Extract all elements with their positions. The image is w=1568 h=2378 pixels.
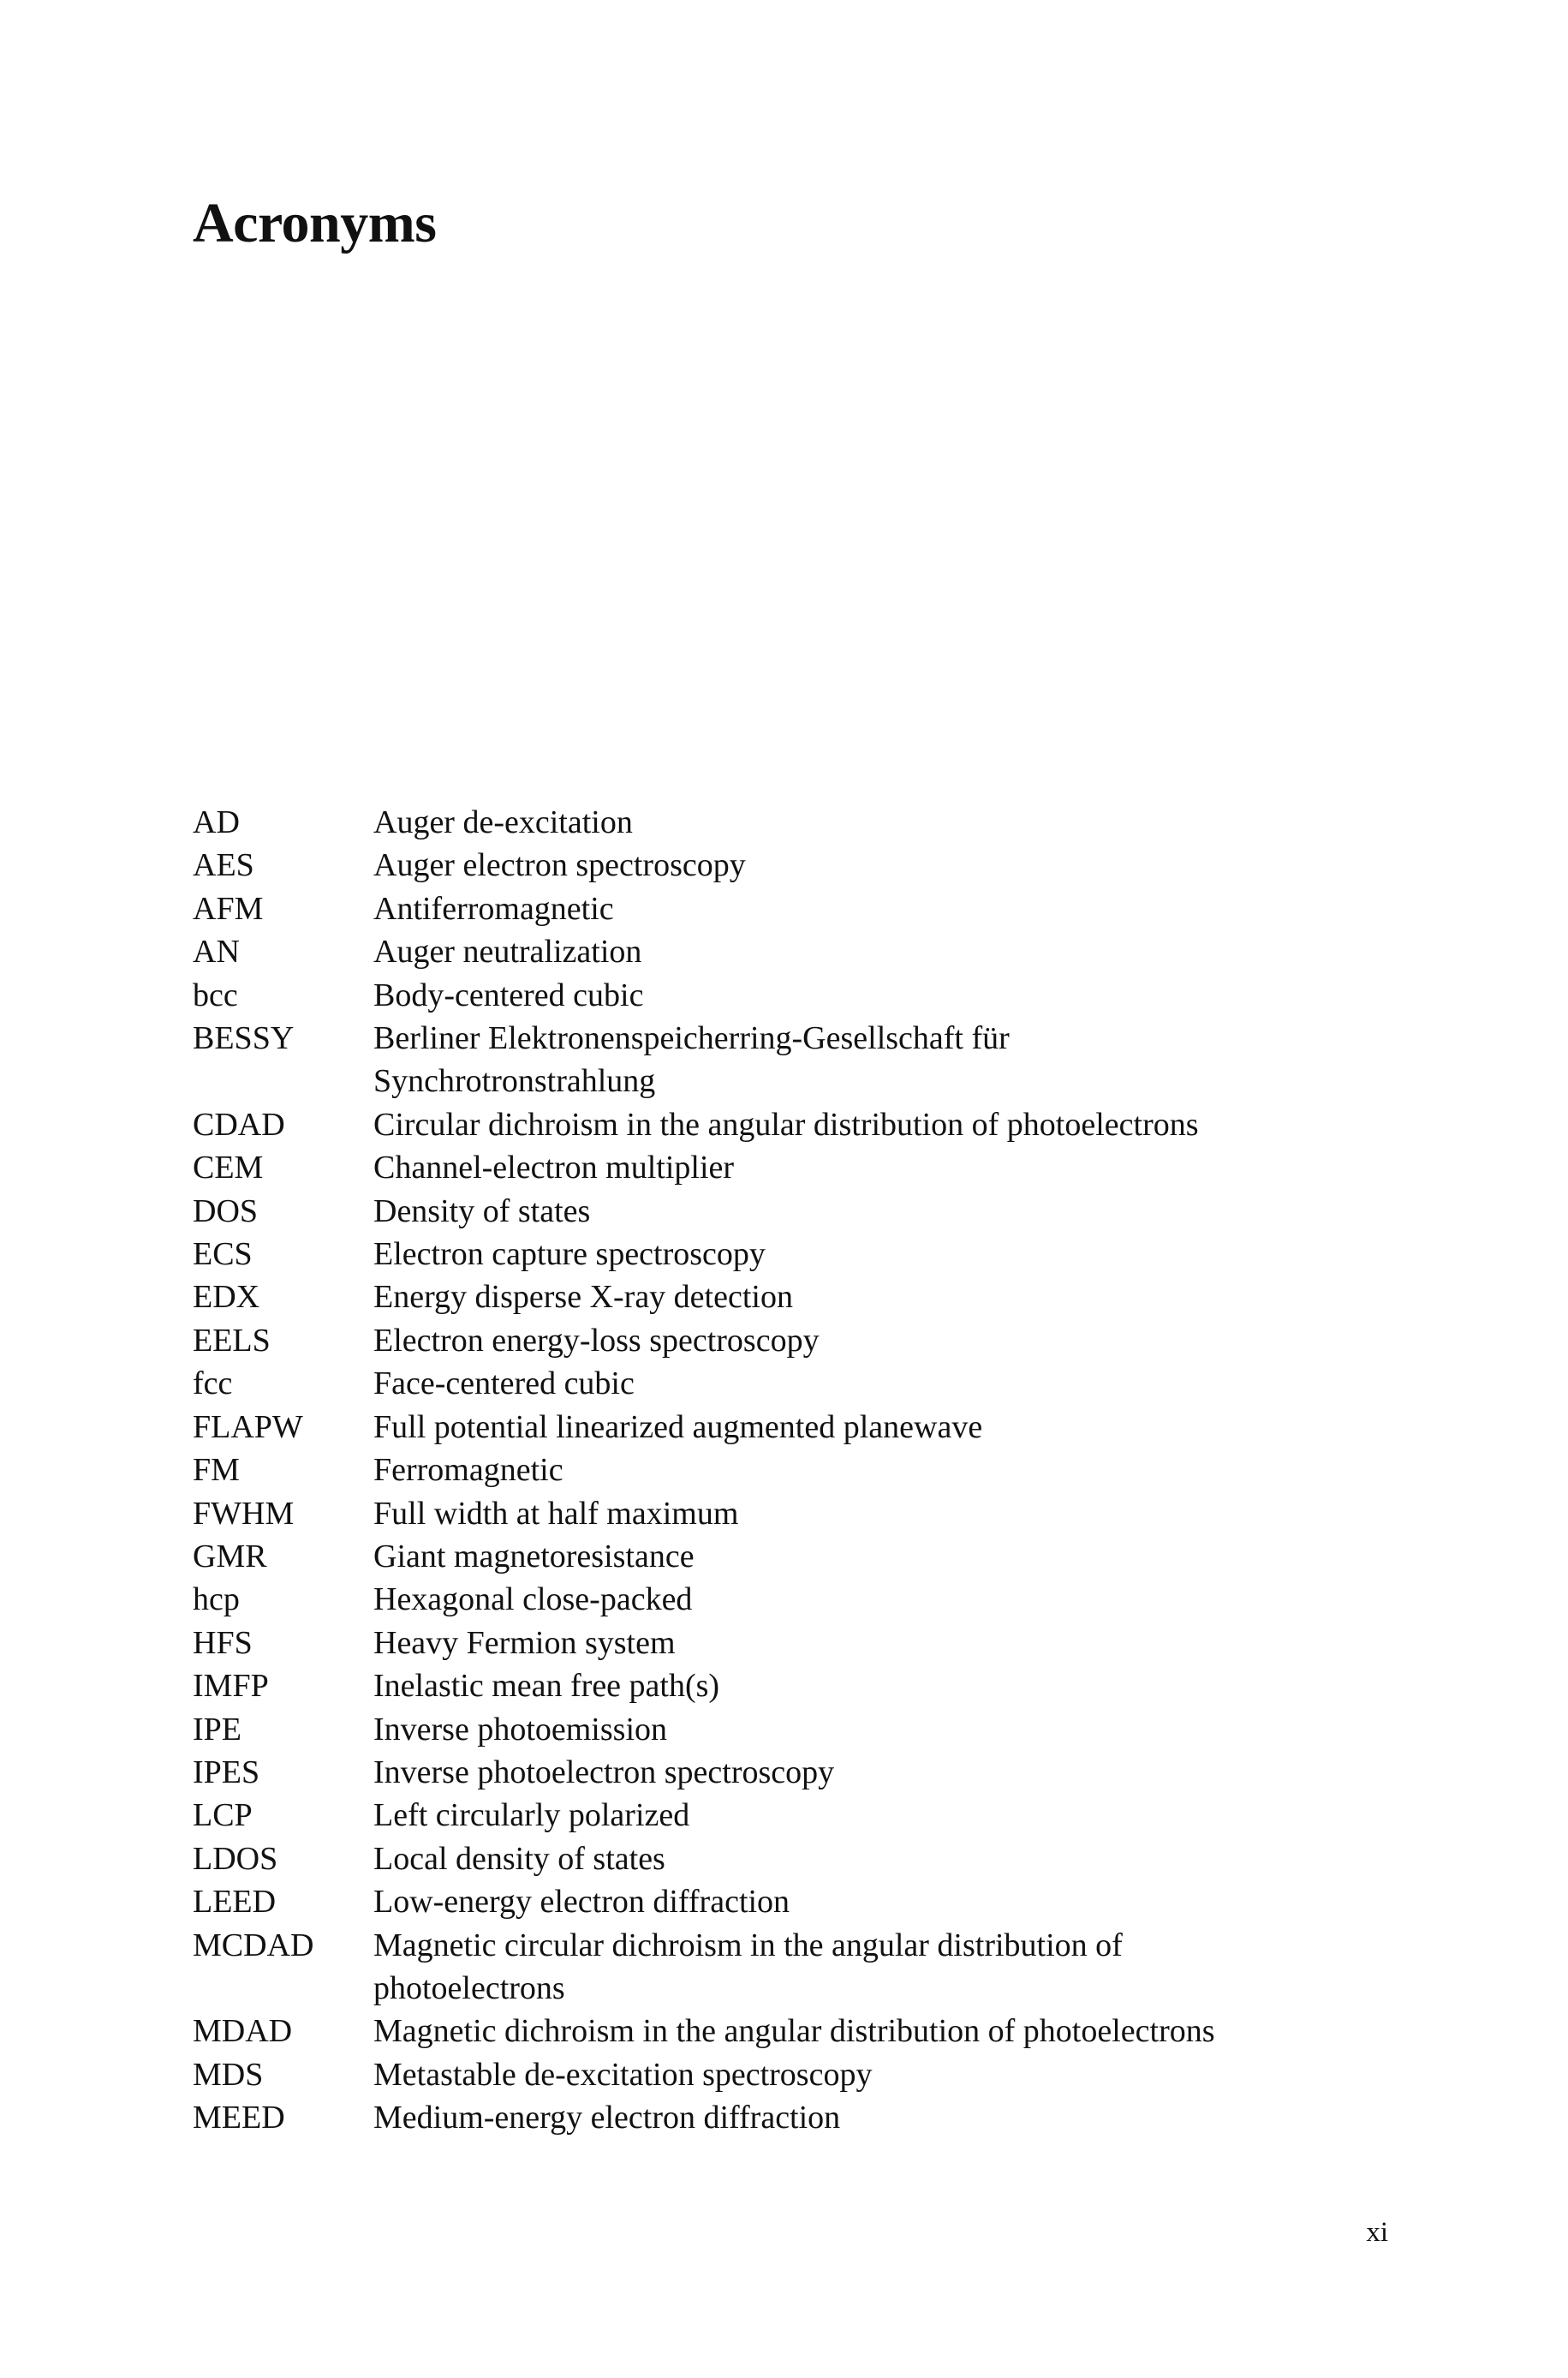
acronym-entry xyxy=(193,1751,1392,1794)
acronym-entry xyxy=(193,1406,1392,1449)
acronym-definition-line: Auger de-excitation xyxy=(373,804,633,840)
acronym-definition-line: Inelastic mean free path(s) xyxy=(373,1668,720,1705)
acronym-entry xyxy=(193,2053,1392,2096)
acronym-definition-line: Ferromagnetic xyxy=(373,1452,563,1489)
acronym-definition xyxy=(373,1535,1358,1578)
acronym-definition xyxy=(373,1751,1358,1794)
page-title: Acronyms xyxy=(193,192,437,254)
acronym-abbreviation: IMFP xyxy=(193,1668,269,1705)
acronym-entry xyxy=(193,887,1392,930)
acronym-definition xyxy=(373,1146,1358,1189)
acronym-abbreviation: AES xyxy=(193,847,254,884)
acronym-definition-line: Face-centered cubic xyxy=(373,1365,635,1402)
acronym-definition-line: Full width at half maximum xyxy=(373,1495,739,1532)
acronym-entry xyxy=(193,2096,1392,2139)
acronym-definition xyxy=(373,1622,1358,1664)
acronym-definition xyxy=(373,844,1358,887)
acronym-definition xyxy=(373,1103,1358,1146)
acronym-definition-line: Heavy Fermion system xyxy=(373,1624,676,1661)
acronym-entry xyxy=(193,1362,1392,1405)
acronym-abbreviation: HFS xyxy=(193,1624,253,1661)
acronym-definition-line: Body-centered cubic xyxy=(373,977,644,1013)
acronym-list xyxy=(193,801,1392,2140)
acronym-abbreviation: IPE xyxy=(193,1711,241,1748)
acronym-entry xyxy=(193,974,1392,1017)
acronym-entry xyxy=(193,1880,1392,1923)
acronym-entry xyxy=(193,1103,1392,1146)
acronym-entry xyxy=(193,1837,1392,1880)
acronym-definition-line: Magnetic circular dichroism in the angular distribution of xyxy=(373,1927,1123,1963)
acronym-entry xyxy=(193,1622,1392,1664)
acronym-definition xyxy=(373,1664,1358,1707)
acronym-definition xyxy=(373,1319,1358,1362)
acronym-definition xyxy=(373,1924,1358,2011)
acronym-abbreviation: MDS xyxy=(193,2056,264,2093)
acronym-definition xyxy=(373,930,1358,973)
acronym-definition-line: Giant magnetoresistance xyxy=(373,1538,695,1574)
acronym-definition xyxy=(373,974,1358,1017)
acronym-abbreviation: EELS xyxy=(193,1322,271,1359)
acronym-abbreviation: FLAPW xyxy=(193,1408,303,1445)
acronym-definition xyxy=(373,1017,1358,1103)
acronym-abbreviation: bcc xyxy=(193,977,238,1013)
acronym-definition xyxy=(373,1276,1358,1318)
acronym-abbreviation: LCP xyxy=(193,1797,253,1834)
acronym-definition xyxy=(373,1233,1358,1276)
acronym-definition xyxy=(373,2010,1358,2052)
acronym-definition-line: Channel-electron multiplier xyxy=(373,1150,735,1186)
acronym-entry xyxy=(193,1017,1392,1103)
acronym-abbreviation: FWHM xyxy=(193,1495,295,1532)
page-number: xi xyxy=(1366,2217,1388,2248)
acronym-definition xyxy=(373,1492,1358,1535)
acronym-abbreviation: GMR xyxy=(193,1538,267,1574)
acronym-abbreviation: DOS xyxy=(193,1192,259,1229)
acronym-definition xyxy=(373,1362,1358,1405)
acronym-definition-line: Electron capture spectroscopy xyxy=(373,1236,766,1273)
acronym-entry xyxy=(193,1924,1392,2011)
acronym-entry xyxy=(193,801,1392,844)
acronym-entry xyxy=(193,1233,1392,1276)
acronym-entry xyxy=(193,1449,1392,1491)
acronym-definition xyxy=(373,2053,1358,2096)
acronym-abbreviation: LDOS xyxy=(193,1840,278,1877)
acronym-abbreviation: fcc xyxy=(193,1365,233,1402)
acronym-definition xyxy=(373,1578,1358,1621)
acronym-entry xyxy=(193,1578,1392,1621)
acronym-abbreviation: ECS xyxy=(193,1236,253,1273)
acronym-definition-line: Electron energy-loss spectroscopy xyxy=(373,1322,820,1359)
acronym-abbreviation: FM xyxy=(193,1452,240,1489)
acronym-definition-line: Berliner Elektronenspeicherring-Gesellschaft für xyxy=(373,1020,1010,1057)
acronym-entry xyxy=(193,1535,1392,1578)
acronym-definition-line: Antiferromagnetic xyxy=(373,890,614,927)
acronym-definition-line: Medium-energy electron diffraction xyxy=(373,2100,841,2136)
acronym-abbreviation: CEM xyxy=(193,1150,264,1186)
acronym-entry xyxy=(193,1492,1392,1535)
acronym-definition-line: Local density of states xyxy=(373,1840,665,1877)
acronym-entry xyxy=(193,1190,1392,1233)
acronym-abbreviation: MDAD xyxy=(193,2013,293,2050)
acronym-definition-line: Left circularly polarized xyxy=(373,1797,690,1834)
acronym-abbreviation: MCDAD xyxy=(193,1927,314,1963)
acronym-definition-line: Auger neutralization xyxy=(373,934,642,971)
acronym-abbreviation: AD xyxy=(193,804,240,840)
acronym-abbreviation: EDX xyxy=(193,1279,260,1316)
acronym-entry xyxy=(193,1708,1392,1751)
acronym-definition xyxy=(373,1708,1358,1751)
acronym-abbreviation: BESSY xyxy=(193,1020,295,1057)
acronym-definition-line: Density of states xyxy=(373,1192,591,1229)
acronym-definition-line: Magnetic dichroism in the angular distribution of photoelectrons xyxy=(373,2013,1215,2050)
acronym-abbreviation: LEED xyxy=(193,1884,277,1921)
acronym-definition xyxy=(373,1837,1358,1880)
acronym-definition xyxy=(373,2096,1358,2139)
acronym-definition-line: Synchrotronstrahlung xyxy=(373,1063,656,1100)
acronym-definition-line: Metastable de-excitation spectroscopy xyxy=(373,2056,873,2093)
acronym-definition xyxy=(373,1406,1358,1449)
acronym-definition xyxy=(373,1794,1358,1837)
acronym-abbreviation: hcp xyxy=(193,1581,240,1618)
acronym-definition xyxy=(373,1190,1358,1233)
acronym-definition-line: Auger electron spectroscopy xyxy=(373,847,746,884)
acronym-abbreviation: AFM xyxy=(193,890,264,927)
acronym-definition xyxy=(373,1880,1358,1923)
acronym-entry xyxy=(193,1664,1392,1707)
acronym-entry xyxy=(193,1276,1392,1318)
acronym-abbreviation: AN xyxy=(193,934,240,971)
acronym-definition-line: Low-energy electron diffraction xyxy=(373,1884,790,1921)
acronym-definition-line: Hexagonal close-packed xyxy=(373,1581,693,1618)
acronym-definition xyxy=(373,801,1358,844)
acronym-definition-line: photoelectrons xyxy=(373,1969,565,2006)
acronym-entry xyxy=(193,2010,1392,2052)
acronym-definition-line: Full potential linearized augmented planewave xyxy=(373,1408,983,1445)
acronym-definition-line: Inverse photoelectron spectroscopy xyxy=(373,1754,835,1790)
acronym-entry xyxy=(193,930,1392,973)
acronym-definition-line: Inverse photoemission xyxy=(373,1711,668,1748)
acronym-definition-line: Energy disperse X-ray detection xyxy=(373,1279,793,1316)
acronym-entry xyxy=(193,1146,1392,1189)
acronym-abbreviation: MEED xyxy=(193,2100,285,2136)
acronym-abbreviation: IPES xyxy=(193,1754,260,1790)
acronym-definition xyxy=(373,1449,1358,1491)
acronym-entry xyxy=(193,844,1392,887)
acronym-abbreviation: CDAD xyxy=(193,1106,285,1143)
acronym-definition xyxy=(373,887,1358,930)
acronym-definition-line: Circular dichroism in the angular distribution of photoelectrons xyxy=(373,1106,1199,1143)
acronym-entry xyxy=(193,1794,1392,1837)
acronym-entry xyxy=(193,1319,1392,1362)
